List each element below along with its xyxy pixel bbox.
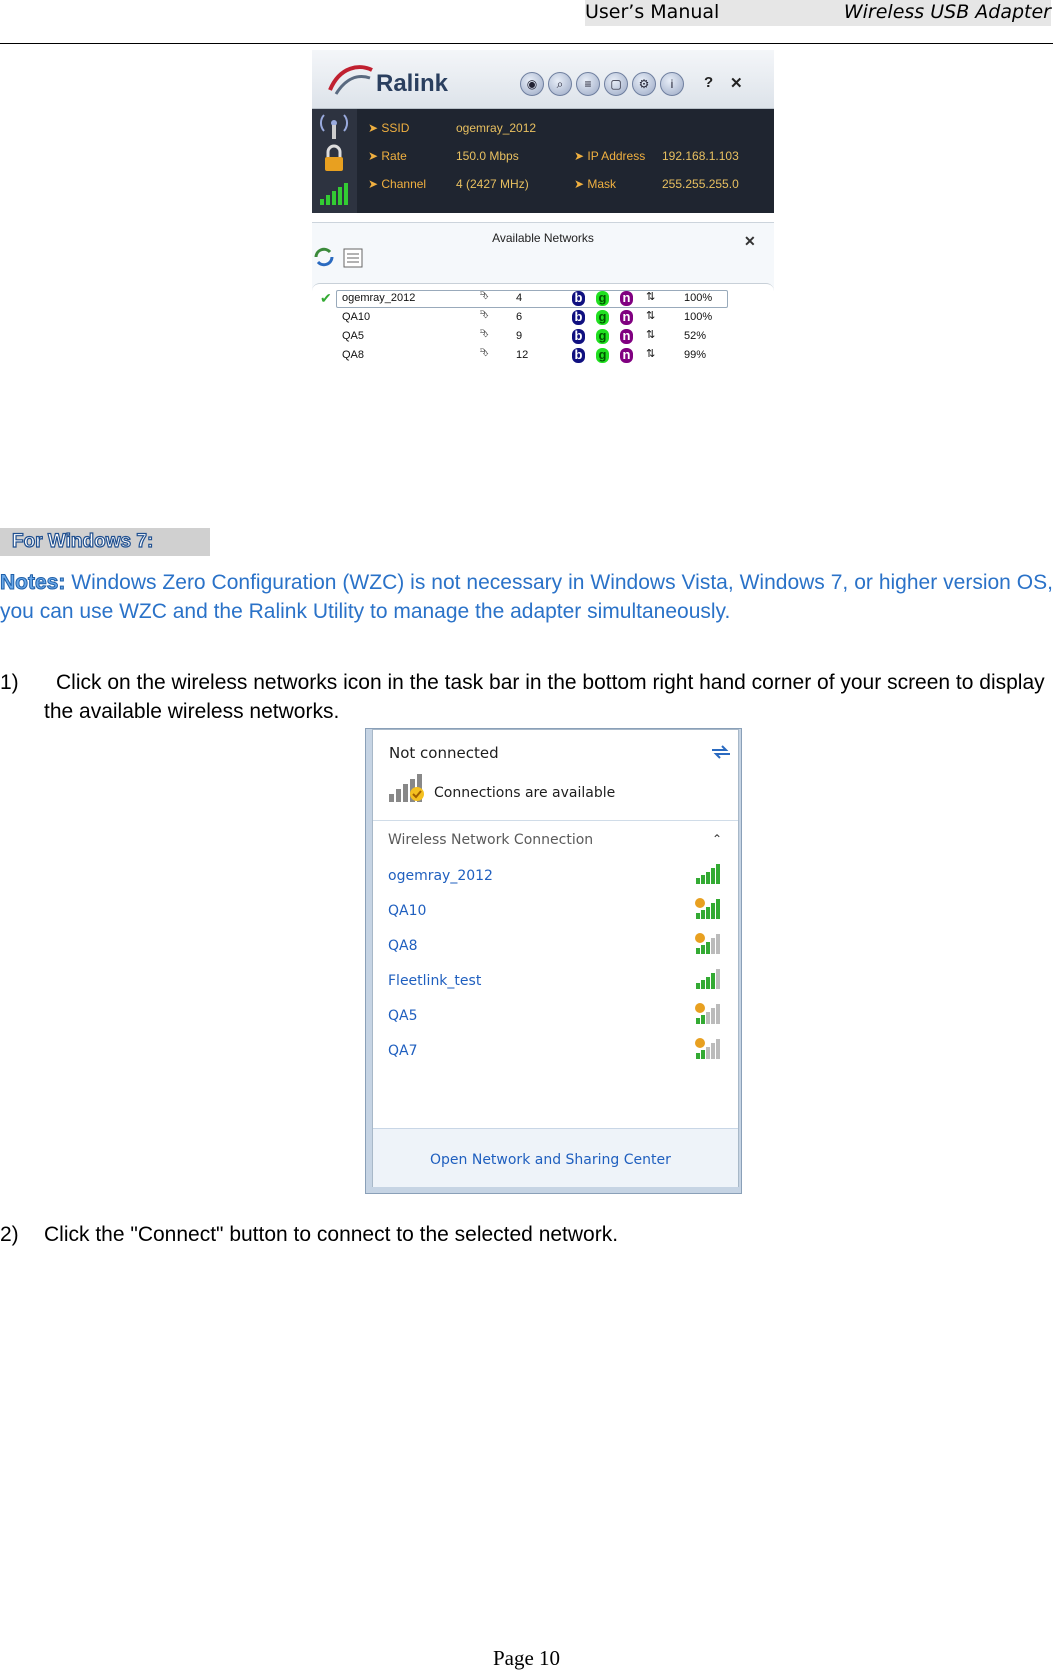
network-row[interactable]: QA8 ⮷ 12 b g n ⇅ 99%	[342, 347, 707, 362]
ip-value: 192.168.1.103	[662, 149, 739, 163]
rate-label: ➤ Rate	[368, 149, 407, 163]
secured-signal-icon	[694, 1037, 720, 1061]
network-item[interactable]: QA5	[388, 1008, 418, 1024]
network-item[interactable]: ogemray_2012	[388, 868, 493, 884]
transfer-icon: ⇅	[646, 310, 656, 322]
collapse-icon[interactable]: ⌃	[712, 832, 723, 846]
rate-value: 150.0 Mbps	[456, 149, 519, 163]
wifi-icon: ⮷	[480, 347, 489, 359]
win7-network-flyout	[365, 728, 742, 1194]
list-icon[interactable]: ≡	[576, 72, 600, 96]
secured-signal-icon	[694, 932, 720, 956]
signal-icon	[694, 967, 720, 991]
connected-check-icon: ✔	[320, 290, 332, 306]
manual-title: User’s Manual	[585, 0, 803, 26]
panel-close-icon[interactable]: ✕	[744, 233, 756, 249]
channel-value: 4 (2427 MHz)	[456, 177, 529, 191]
wireless-section-label: Wireless Network Connection	[388, 832, 594, 848]
page-number: Page 10	[492, 1646, 561, 1670]
connection-status-panel	[312, 109, 774, 213]
step-2-number: 2)	[0, 1223, 19, 1246]
help-button[interactable]: ?	[704, 74, 714, 91]
list-view-icon[interactable]	[342, 247, 364, 269]
ip-label: ➤ IP Address	[574, 149, 646, 163]
open-network-center-link[interactable]: Open Network and Sharing Center	[430, 1152, 671, 1168]
step-1-text: Click on the wireless networks icon in the task bar in the bottom right hand corner of your screen to display the available wireless networks.	[44, 671, 1045, 723]
ralink-toolbar	[312, 50, 774, 109]
close-button[interactable]: ✕	[730, 75, 743, 92]
step-2	[0, 1220, 1053, 1249]
network-row[interactable]: ✔ ogemray_2012 ⮷ 4 b g n ⇅ 100%	[312, 290, 774, 308]
page-icon[interactable]: ▢	[604, 72, 628, 96]
ralink-logo-icon	[326, 60, 376, 100]
gear-icon[interactable]: ⚙	[632, 72, 656, 96]
secured-signal-icon	[694, 1002, 720, 1026]
not-connected-label: Not connected	[389, 744, 499, 762]
step-2-text: Click the "Connect" button to connect to the selected network.	[44, 1223, 619, 1246]
network-row[interactable]: QA10 ⮷ 6 b g n ⇅ 100%	[342, 309, 713, 324]
rss-icon[interactable]: ◉	[520, 72, 544, 96]
info-icon[interactable]: i	[660, 72, 684, 96]
lock-icon	[325, 146, 343, 171]
status-icons	[312, 109, 357, 213]
transfer-icon: ⇅	[646, 329, 656, 341]
ssid-value: ogemray_2012	[456, 121, 537, 135]
notes-paragraph	[0, 568, 1053, 626]
product-title: Wireless USB Adapter	[803, 0, 1051, 26]
signal-icon	[694, 862, 720, 886]
available-networks-title: Available Networks	[492, 231, 594, 245]
notes-label: Notes:	[0, 571, 66, 594]
signal-bars-icon	[320, 183, 348, 205]
channel-label: ➤ Channel	[368, 177, 427, 191]
wifi-icon: ⮷	[480, 328, 489, 340]
network-list	[312, 283, 774, 506]
header-rule	[0, 43, 1053, 44]
mask-label: ➤ Mask	[574, 177, 617, 191]
antenna-icon	[321, 115, 347, 139]
ralink-utility-window	[312, 50, 774, 506]
network-item[interactable]: QA10	[388, 903, 427, 919]
network-item[interactable]: Fleetlink_test	[388, 973, 482, 989]
step-1-number: 1)	[0, 671, 19, 694]
network-refresh-icon[interactable]	[709, 744, 733, 760]
flyout-footer	[373, 1128, 738, 1187]
section-title: For Windows 7:	[0, 528, 210, 556]
transfer-icon: ⇅	[646, 291, 656, 303]
wifi-icon: ⮷	[480, 309, 489, 321]
network-item[interactable]: QA7	[388, 1043, 418, 1059]
connections-available-label: Connections are available	[434, 785, 616, 801]
flyout-body	[372, 729, 739, 1187]
wifi-icon: ⮷	[480, 290, 489, 302]
step-1	[0, 668, 1053, 726]
transfer-icon: ⇅	[646, 348, 656, 360]
mask-value: 255.255.255.0	[662, 177, 739, 191]
search-icon[interactable]: ⌕	[548, 72, 572, 96]
ralink-brand: Ralink	[376, 70, 449, 97]
secured-signal-icon	[694, 897, 720, 921]
ralink-logo	[326, 58, 456, 102]
ssid-label: ➤ SSID	[368, 121, 410, 135]
page-header	[0, 0, 1053, 44]
network-available-icon	[387, 772, 431, 806]
notes-text: Windows Zero Configuration (WZC) is not necessary in Windows Vista, Windows 7, or higher version OS, you can use WZC and the Ralink Utility to manage the adapter simultaneously.	[0, 571, 1053, 623]
network-item[interactable]: QA8	[388, 938, 418, 954]
network-row[interactable]: QA5 ⮷ 9 b g n ⇅ 52%	[342, 328, 707, 343]
available-networks-panel	[312, 222, 774, 506]
divider	[373, 820, 738, 821]
